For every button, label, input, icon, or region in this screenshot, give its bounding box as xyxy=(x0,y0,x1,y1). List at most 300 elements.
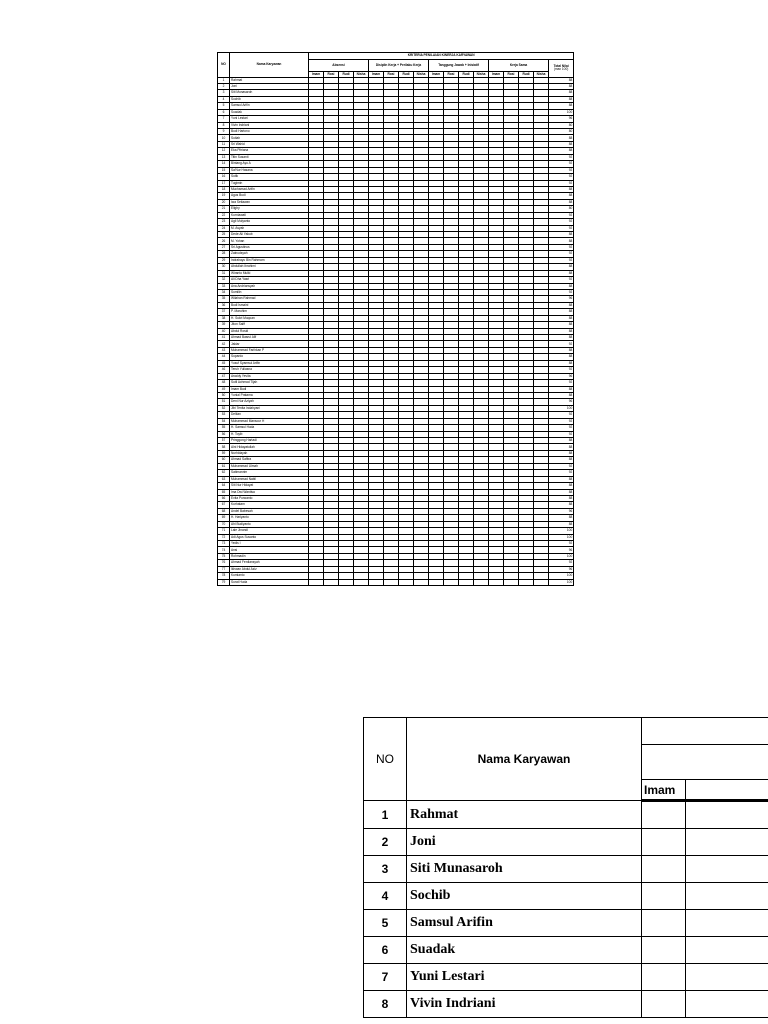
total-score: 88 xyxy=(549,386,574,392)
row-number: 57 xyxy=(218,438,230,444)
zoom-score-cell xyxy=(642,964,686,991)
row-number: 4 xyxy=(218,96,230,102)
employee-name: Ana Andriansyah xyxy=(230,283,309,289)
employee-name: Dede Ali Yakub xyxy=(230,232,309,238)
total-score: 88 xyxy=(549,238,574,244)
zoom-score-cell xyxy=(642,910,686,937)
row-number: 3 xyxy=(218,90,230,96)
row-number: 59 xyxy=(218,450,230,456)
header-sub-2-4: Nisha xyxy=(414,72,429,78)
employee-name: Ima Dwi Wantisa xyxy=(230,489,309,495)
row-number: 73 xyxy=(218,541,230,547)
row-number: 26 xyxy=(218,238,230,244)
total-score: 88 xyxy=(549,315,574,321)
employee-name: Muchamad Arifin xyxy=(230,186,309,192)
zoom-header-name: Nama Karyawan xyxy=(407,718,642,801)
row-number: 54 xyxy=(218,418,230,424)
score-cell xyxy=(459,579,474,585)
score-cell xyxy=(414,579,429,585)
header-sub-1-1: Imam xyxy=(309,72,324,78)
row-number: 6 xyxy=(218,109,230,115)
zoom-row-number: 1 xyxy=(364,801,407,829)
zoom-employee-name: Yuni Lestari xyxy=(407,964,642,991)
zoom-score-cell xyxy=(686,856,768,883)
row-number: 20 xyxy=(218,199,230,205)
employee-name: Jakiar xyxy=(230,341,309,347)
performance-table xyxy=(217,52,574,586)
score-cell xyxy=(339,579,354,585)
employee-name: Wiranto Mulki xyxy=(230,270,309,276)
total-score: 92 xyxy=(549,212,574,218)
employee-name: Siti Nur Hidayat xyxy=(230,483,309,489)
row-number: 14 xyxy=(218,161,230,167)
employee-name: Ikhwan Abdul Aziz xyxy=(230,566,309,572)
employee-name: Satimanrim xyxy=(230,470,309,476)
employee-name: Budi Ismaini xyxy=(230,302,309,308)
row-number: 34 xyxy=(218,289,230,295)
row-number: 79 xyxy=(218,579,230,585)
row-number: 72 xyxy=(218,534,230,540)
row-number: 12 xyxy=(218,148,230,154)
total-score: 92 xyxy=(549,289,574,295)
total-score: 88 xyxy=(549,309,574,315)
employee-name: Budi Hartono xyxy=(230,129,309,135)
total-score: 96 xyxy=(549,116,574,122)
total-score: 88 xyxy=(549,264,574,270)
zoom-header-imam: Imam xyxy=(642,780,686,801)
total-score: 92 xyxy=(549,431,574,437)
employee-name: Abdullah Ibrahimi xyxy=(230,264,309,270)
zoom-table-row xyxy=(364,910,768,937)
total-score: 88 xyxy=(549,135,574,141)
total-score: 92 xyxy=(549,244,574,250)
row-number: 36 xyxy=(218,302,230,308)
employee-name: Suadak xyxy=(230,109,309,115)
employee-name: M. Asyah xyxy=(230,225,309,231)
row-number: 41 xyxy=(218,335,230,341)
score-cell xyxy=(309,579,324,585)
total-score: 88 xyxy=(549,90,574,96)
row-number: 43 xyxy=(218,347,230,353)
employee-name: Ahmad Basrul Alif xyxy=(230,335,309,341)
employee-name: H. Samsul Huda xyxy=(230,425,309,431)
row-number: 46 xyxy=(218,367,230,373)
zoom-row-number: 6 xyxy=(364,937,407,964)
header-sub-3-3: Rudi xyxy=(459,72,474,78)
row-number: 44 xyxy=(218,354,230,360)
zoom-table-row xyxy=(364,856,768,883)
employee-name: Joni xyxy=(230,83,309,89)
zoom-table-row xyxy=(364,829,768,856)
zoom-header-next xyxy=(686,780,768,801)
row-number: 15 xyxy=(218,167,230,173)
row-number: 65 xyxy=(218,489,230,495)
row-number: 74 xyxy=(218,547,230,553)
zoom-score-cell xyxy=(686,991,768,1018)
total-score: 96 xyxy=(549,373,574,379)
zoomed-table xyxy=(363,717,768,1018)
total-score: 92 xyxy=(549,154,574,160)
employee-name: Lale Jinandi xyxy=(230,528,309,534)
row-number: 40 xyxy=(218,328,230,334)
employee-name: Rohmadin xyxy=(230,553,309,559)
employee-name: Nurhidayah xyxy=(230,450,309,456)
total-score: 88 xyxy=(549,489,574,495)
employee-name: Bintang Ayu A xyxy=(230,161,309,167)
row-number: 16 xyxy=(218,174,230,180)
employee-name: Yedis I xyxy=(230,541,309,547)
total-score: 92 xyxy=(549,412,574,418)
row-number: 28 xyxy=(218,251,230,257)
row-number: 47 xyxy=(218,373,230,379)
employee-name: Alni Hidayatullah xyxy=(230,444,309,450)
row-number: 2 xyxy=(218,83,230,89)
score-cell xyxy=(354,579,369,585)
row-number: 67 xyxy=(218,502,230,508)
employee-name: Muhammad Nabil xyxy=(230,476,309,482)
employee-name: Kurhatam xyxy=(230,502,309,508)
zoom-employee-name: Rahmat xyxy=(407,801,642,829)
row-number: 11 xyxy=(218,141,230,147)
employee-name: Iwa Setiawan xyxy=(230,199,309,205)
zoom-score-cell xyxy=(686,937,768,964)
employee-name: Deni Nur Aziyah xyxy=(230,399,309,405)
zoom-row-number: 4 xyxy=(364,883,407,910)
total-score: 80 xyxy=(549,206,574,212)
row-number: 13 xyxy=(218,154,230,160)
score-cell xyxy=(474,579,489,585)
total-score: 92 xyxy=(549,277,574,283)
total-score: 88 xyxy=(549,392,574,398)
zoom-row-number: 2 xyxy=(364,829,407,856)
table-row xyxy=(218,579,574,585)
zoom-score-cell xyxy=(642,991,686,1018)
score-cell xyxy=(489,579,504,585)
zoom-row-number: 7 xyxy=(364,964,407,991)
total-score: 96 xyxy=(549,566,574,572)
employee-name: Sochib xyxy=(230,96,309,102)
row-number: 25 xyxy=(218,232,230,238)
employee-name: Muhammad Mansour H xyxy=(230,418,309,424)
total-score: 88 xyxy=(549,444,574,450)
employee-name: Vivin Indriani xyxy=(230,122,309,128)
zoom-table-row xyxy=(364,937,768,964)
score-cell xyxy=(429,579,444,585)
header-criteria-2: Disiplin Kerja + Perilaku Kerja xyxy=(369,60,429,72)
total-score: 88 xyxy=(549,354,574,360)
row-number: 35 xyxy=(218,296,230,302)
row-number: 77 xyxy=(218,566,230,572)
row-number: 29 xyxy=(218,257,230,263)
row-number: 23 xyxy=(218,219,230,225)
total-score: 88 xyxy=(549,521,574,527)
employee-name: Ahmad Ferdiansyah xyxy=(230,560,309,566)
total-score: 88 xyxy=(549,186,574,192)
employee-name: Yusuf Syamsul Arifin xyxy=(230,360,309,366)
employee-name: Ahi Budiyanto xyxy=(230,521,309,527)
score-cell xyxy=(324,579,339,585)
total-score: 96 xyxy=(549,399,574,405)
employee-name: Aswidy Yevita xyxy=(230,373,309,379)
total-score: 92 xyxy=(549,541,574,547)
total-score: 92 xyxy=(549,167,574,173)
total-score: 88 xyxy=(549,148,574,154)
header-sub-3-1: Imam xyxy=(429,72,444,78)
header-total-note: (max 100) xyxy=(553,67,569,72)
zoom-score-cell xyxy=(686,910,768,937)
employee-name: P. Maruhim xyxy=(230,309,309,315)
employee-name: Tugimin xyxy=(230,180,309,186)
employee-name: Andel Babesah xyxy=(230,508,309,514)
employee-name: Titin Susanti xyxy=(230,154,309,160)
employee-name: Sri Agustinus xyxy=(230,244,309,250)
row-number: 30 xyxy=(218,264,230,270)
employee-name: Deltian xyxy=(230,412,309,418)
zoom-score-cell xyxy=(686,964,768,991)
total-score: 100 xyxy=(549,553,574,559)
zoom-table-row xyxy=(364,883,768,910)
total-score: 88 xyxy=(549,347,574,353)
employee-name: Pringgong Hartadi xyxy=(230,438,309,444)
employee-name: Sutik xyxy=(230,174,309,180)
row-number: 61 xyxy=(218,463,230,469)
total-score: 88 xyxy=(549,502,574,508)
row-number: 51 xyxy=(218,399,230,405)
zoom-employee-name: Joni xyxy=(407,829,642,856)
employee-name: H. Toyib xyxy=(230,431,309,437)
employee-name: Surat Huda xyxy=(230,579,309,585)
employee-name: Siti Munasaroh xyxy=(230,90,309,96)
employee-name: Adi Agus Susanto xyxy=(230,534,309,540)
zoom-header-no: NO xyxy=(364,718,407,801)
row-number: 53 xyxy=(218,412,230,418)
employee-name: Indrahayu Bin Rahmam xyxy=(230,257,309,263)
total-score: 92 xyxy=(549,341,574,347)
row-number: 24 xyxy=(218,225,230,231)
employee-name: Kumianto xyxy=(230,573,309,579)
total-score: 88 xyxy=(549,450,574,456)
zoom-employee-name: Samsul Arifin xyxy=(407,910,642,937)
row-number: 38 xyxy=(218,315,230,321)
total-score: 80 xyxy=(549,122,574,128)
zoom-score-cell xyxy=(642,829,686,856)
row-number: 19 xyxy=(218,193,230,199)
employee-name: Evita Purwanto xyxy=(230,495,309,501)
total-score: 92 xyxy=(549,418,574,424)
total-score: 92 xyxy=(549,180,574,186)
zoom-score-cell xyxy=(642,856,686,883)
zoom-header-group xyxy=(642,718,768,745)
total-score: 88 xyxy=(549,360,574,366)
zoom-table-row xyxy=(364,991,768,1018)
total-score: 100 xyxy=(549,573,574,579)
total-score: 88 xyxy=(549,302,574,308)
row-number: 10 xyxy=(218,135,230,141)
row-number: 63 xyxy=(218,476,230,482)
row-number: 55 xyxy=(218,425,230,431)
total-score: 100 xyxy=(549,109,574,115)
total-score: 88 xyxy=(549,141,574,147)
header-sub-4-3: Rudi xyxy=(519,72,534,78)
total-score: 92 xyxy=(549,251,574,257)
employee-name: Jiton Saiff xyxy=(230,322,309,328)
employee-name: Ali Dha Yasri xyxy=(230,277,309,283)
row-number: 58 xyxy=(218,444,230,450)
employee-name: Yuni Lestari xyxy=(230,116,309,122)
employee-name: Wilahan Rahmad xyxy=(230,296,309,302)
row-number: 49 xyxy=(218,386,230,392)
total-score: 88 xyxy=(549,270,574,276)
row-number: 33 xyxy=(218,283,230,289)
employee-name: Sutil Achmad Tijah xyxy=(230,380,309,386)
row-number: 50 xyxy=(218,392,230,398)
zoom-score-cell xyxy=(686,883,768,910)
row-number: 78 xyxy=(218,573,230,579)
header-total xyxy=(549,60,574,78)
header-sub-3-4: Nisha xyxy=(474,72,489,78)
zoom-employee-name: Sochib xyxy=(407,883,642,910)
total-score: 88 xyxy=(549,476,574,482)
total-score: 92 xyxy=(549,463,574,469)
row-number: 22 xyxy=(218,212,230,218)
header-total-label: Total Nilai xyxy=(553,64,569,69)
total-score: 100 xyxy=(549,405,574,411)
employee-name: Sutiah xyxy=(230,135,309,141)
row-number: 9 xyxy=(218,129,230,135)
employee-name: Agil Mulyanto xyxy=(230,219,309,225)
total-score: 92 xyxy=(549,560,574,566)
total-score: 96 xyxy=(549,508,574,514)
total-score: 88 xyxy=(549,283,574,289)
row-number: 18 xyxy=(218,186,230,192)
zoom-score-cell xyxy=(642,937,686,964)
row-number: 31 xyxy=(218,270,230,276)
total-score: 92 xyxy=(549,174,574,180)
row-number: 68 xyxy=(218,508,230,514)
header-criteria-4: Kerja Sama xyxy=(489,60,549,72)
header-criteria-3: Tanggung Jawab + Inisiatif xyxy=(429,60,489,72)
employee-name: H. Harlyanto xyxy=(230,515,309,521)
total-score: 100 xyxy=(549,534,574,540)
zoomed-table-detail xyxy=(363,717,768,1024)
zoom-table-row xyxy=(364,964,768,991)
total-score: 96 xyxy=(549,547,574,553)
employee-name: H. Sukri Muqoan xyxy=(230,315,309,321)
total-score: 92 xyxy=(549,219,574,225)
total-score: 88 xyxy=(549,515,574,521)
header-criteria-1: Absensi xyxy=(309,60,369,72)
header-name: Nama Karyawan xyxy=(230,53,309,78)
total-score: 88 xyxy=(549,199,574,205)
total-score: 100 xyxy=(549,528,574,534)
row-number: 5 xyxy=(218,103,230,109)
total-score: 92 xyxy=(549,470,574,476)
total-score: 88 xyxy=(549,96,574,102)
total-score: 88 xyxy=(549,483,574,489)
zoom-score-cell xyxy=(686,801,768,829)
header-sub-2-1: Imam xyxy=(369,72,384,78)
total-score: 88 xyxy=(549,495,574,501)
zoom-employee-name: Vivin Indriani xyxy=(407,991,642,1018)
total-score: 88 xyxy=(549,328,574,334)
total-score: 88 xyxy=(549,103,574,109)
row-number: 56 xyxy=(218,431,230,437)
total-score: 80 xyxy=(549,129,574,135)
score-cell xyxy=(519,579,534,585)
row-number: 48 xyxy=(218,380,230,386)
employee-name: Eka Pitriana xyxy=(230,148,309,154)
total-score: 92 xyxy=(549,161,574,167)
employee-name: Muhammad Ulmah xyxy=(230,463,309,469)
header-sub-2-2: Rosi xyxy=(384,72,399,78)
total-score: 88 xyxy=(549,322,574,328)
total-score: 88 xyxy=(549,83,574,89)
total-score: 92 xyxy=(549,225,574,231)
score-cell xyxy=(444,579,459,585)
row-number: 1 xyxy=(218,77,230,83)
row-number: 27 xyxy=(218,244,230,250)
zoom-row-number: 5 xyxy=(364,910,407,937)
total-score: 100 xyxy=(549,579,574,585)
total-score: 92 xyxy=(549,257,574,263)
row-number: 42 xyxy=(218,341,230,347)
row-number: 64 xyxy=(218,483,230,489)
row-number: 70 xyxy=(218,521,230,527)
row-number: 71 xyxy=(218,528,230,534)
header-no: NO xyxy=(218,53,230,78)
row-number: 75 xyxy=(218,553,230,559)
employee-name: Ahmad Safitra xyxy=(230,457,309,463)
employee-name: Sumilin xyxy=(230,289,309,295)
score-cell xyxy=(369,579,384,585)
employee-name: Elighy xyxy=(230,206,309,212)
row-number: 69 xyxy=(218,515,230,521)
zoom-score-cell xyxy=(642,883,686,910)
header-criteria-group: KRITERIA PENILAIAN KINERJA KARYAWAN xyxy=(309,53,574,60)
row-number: 76 xyxy=(218,560,230,566)
zoom-employee-name: Siti Munasaroh xyxy=(407,856,642,883)
employee-name: Imam Budi xyxy=(230,386,309,392)
employee-name: Sa'Nur Hasana xyxy=(230,167,309,173)
total-score: 92 xyxy=(549,380,574,386)
employee-name: Ansi xyxy=(230,547,309,553)
zoom-employee-name: Suadak xyxy=(407,937,642,964)
employee-name: Abdul Rosid xyxy=(230,328,309,334)
row-number: 62 xyxy=(218,470,230,476)
zoom-row-number: 8 xyxy=(364,991,407,1018)
header-sub-4-2: Rosi xyxy=(504,72,519,78)
row-number: 45 xyxy=(218,360,230,366)
zoom-header-criteria xyxy=(642,745,768,780)
row-number: 52 xyxy=(218,405,230,411)
row-number: 21 xyxy=(218,206,230,212)
employee-name: Kurniawati xyxy=(230,212,309,218)
zoom-table-row xyxy=(364,801,768,829)
row-number: 7 xyxy=(218,116,230,122)
total-score: 88 xyxy=(549,193,574,199)
row-number: 60 xyxy=(218,457,230,463)
zoom-score-cell xyxy=(686,829,768,856)
employee-name: Zainudsyah xyxy=(230,251,309,257)
total-score: 88 xyxy=(549,457,574,463)
employee-name: Supardo xyxy=(230,354,309,360)
header-sub-4-1: Imam xyxy=(489,72,504,78)
zoom-row-number: 3 xyxy=(364,856,407,883)
header-sub-1-2: Rosi xyxy=(324,72,339,78)
row-number: 17 xyxy=(218,180,230,186)
header-sub-4-4: Nisha xyxy=(534,72,549,78)
header-sub-1-4: Nisha xyxy=(354,72,369,78)
